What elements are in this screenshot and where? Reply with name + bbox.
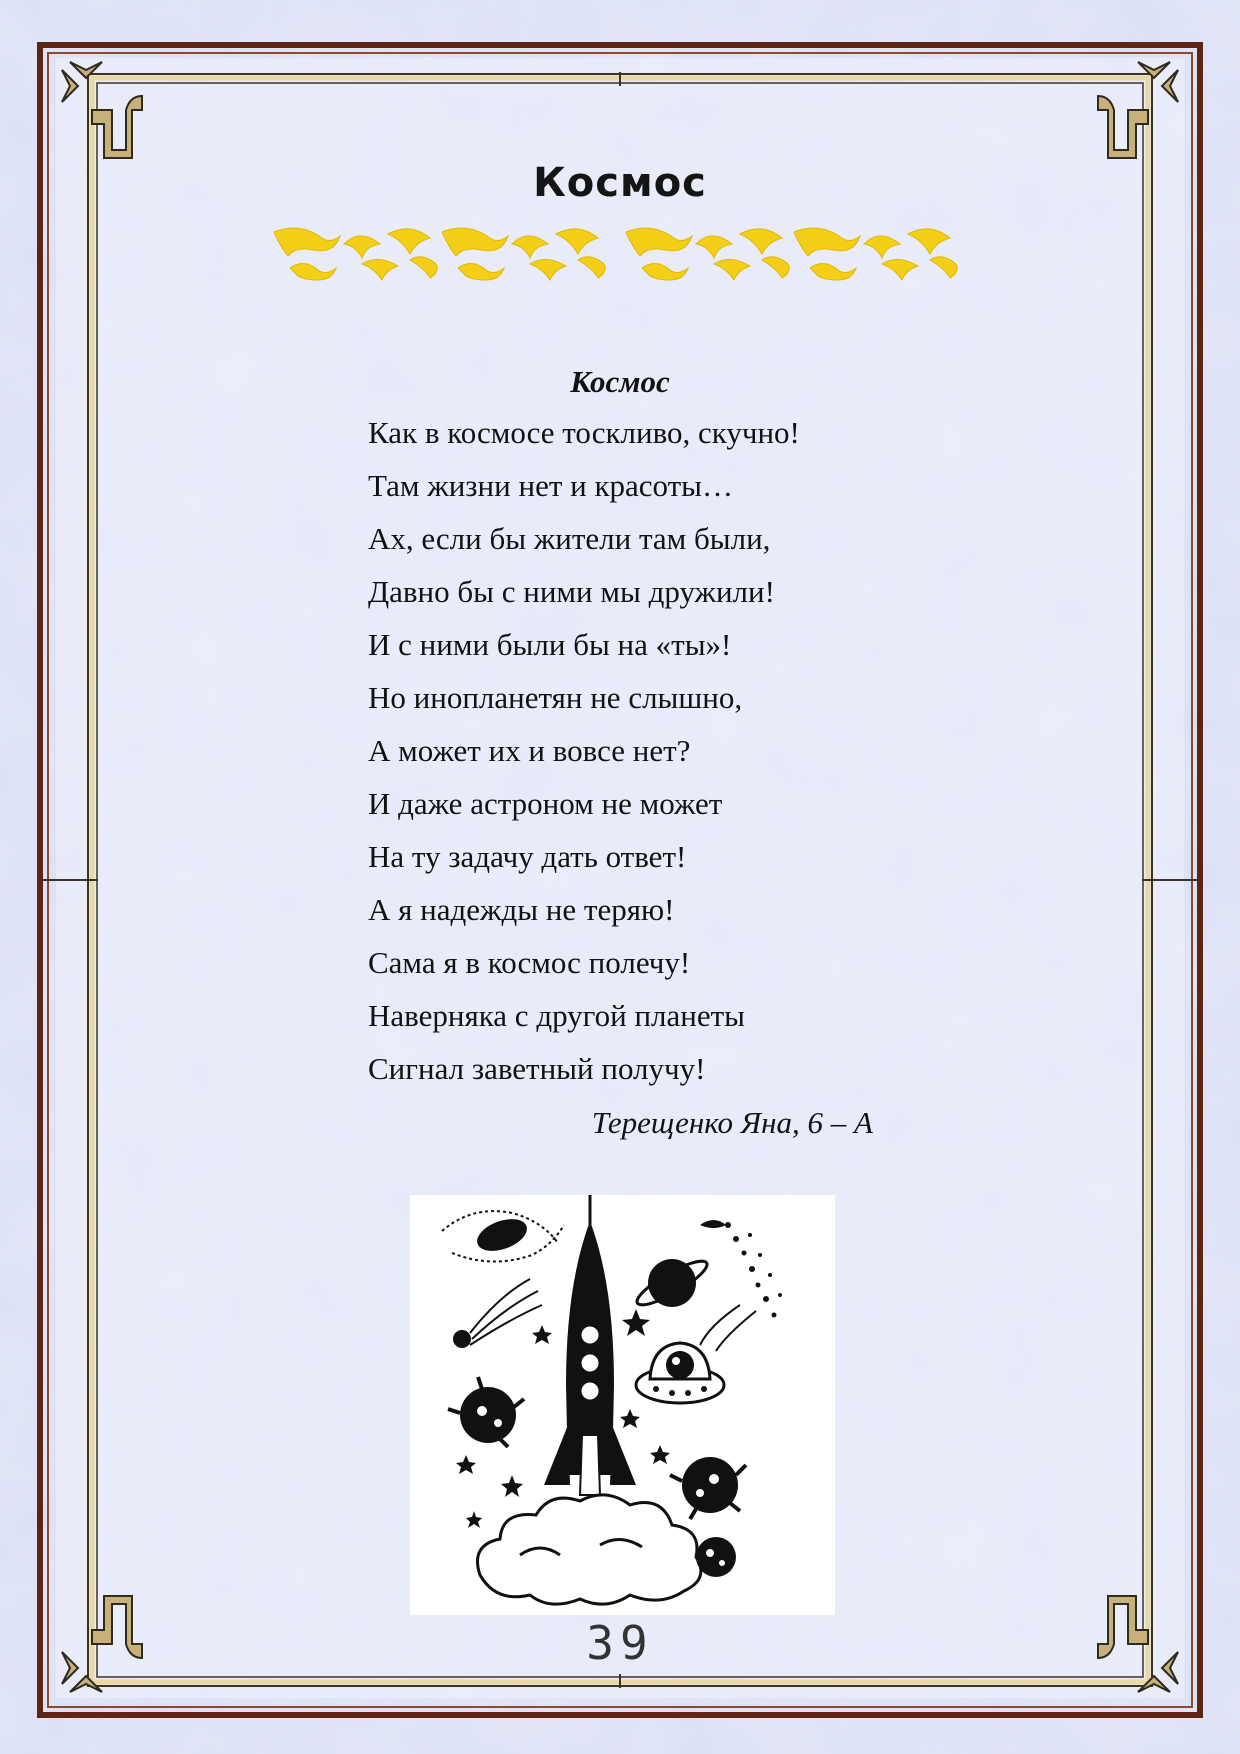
poem-line: Сигнал заветный получу! <box>368 1051 706 1086</box>
poem-line: Как в космосе тоскливо, скучно! <box>368 415 800 450</box>
poem-lines <box>368 406 888 1095</box>
small-planet-icon <box>696 1537 736 1577</box>
gold-ornament-divider <box>270 224 970 284</box>
poem-line: Но инопланетян не слышно, <box>368 680 743 715</box>
poem-line: Там жизни нет и красоты… <box>368 468 734 503</box>
poem-line: На ту задачу дать ответ! <box>368 839 687 874</box>
poem-line: И даже астроном не может <box>368 786 723 821</box>
rocket-illustration <box>410 1195 835 1615</box>
poem-author: Терещенко Яна, 6 – А <box>591 1105 873 1140</box>
poem <box>368 358 888 1095</box>
poem-line: Ах, если бы жители там были, <box>368 521 771 556</box>
poem-line: Давно бы с ними мы дружили! <box>368 574 775 609</box>
poem-line: Наверняка с другой планеты <box>368 998 746 1033</box>
poem-line: Сама я в космос полечу! <box>368 945 691 980</box>
poem-title: Космос <box>570 364 670 399</box>
page-number: 39 <box>586 1616 654 1670</box>
poem-line: А я надежды не теряю! <box>368 892 675 927</box>
poem-line: А может их и вовсе нет? <box>368 733 691 768</box>
page-heading: Космос <box>533 160 707 206</box>
poem-line: И с ними были бы на «ты»! <box>368 627 732 662</box>
